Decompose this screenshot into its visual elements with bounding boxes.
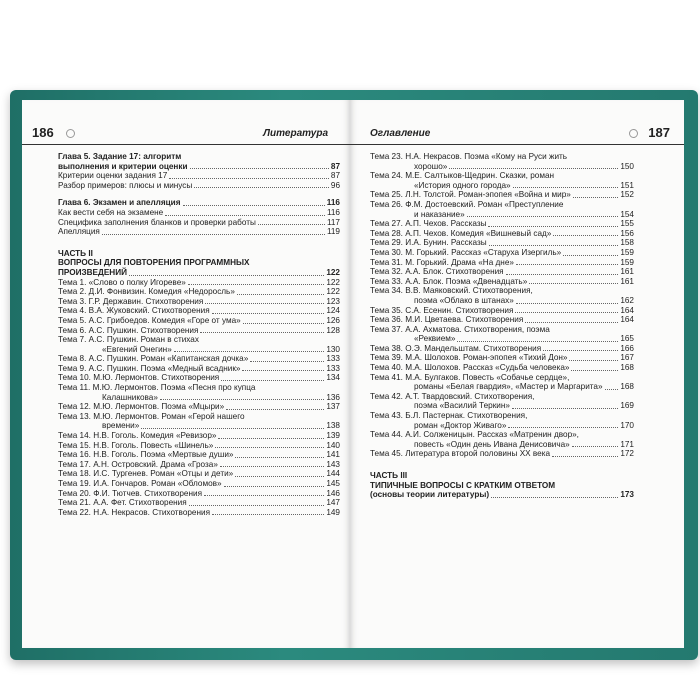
toc-leader-dots — [563, 255, 618, 256]
toc-right — [370, 152, 634, 500]
toc-entry-page: 170 — [620, 420, 634, 430]
toc-entry-page: 159 — [620, 247, 634, 257]
right-page — [350, 100, 684, 648]
toc-leader-dots — [543, 350, 618, 351]
toc-entry — [370, 490, 634, 500]
toc-entry-page: 143 — [326, 459, 340, 469]
toc-entry — [58, 227, 340, 237]
toc-entry — [370, 430, 634, 440]
toc-entry — [58, 306, 340, 316]
toc-leader-dots — [204, 495, 324, 496]
toc-leader-dots — [160, 399, 324, 400]
toc-entry — [58, 479, 340, 489]
toc-entry-title: Тема 24. М.Е. Салтыков-Щедрин. Сказки, роман — [370, 171, 555, 181]
toc-entry-page: 96 — [330, 180, 340, 190]
toc-entry — [370, 421, 634, 431]
toc-leader-dots — [489, 245, 619, 246]
toc-entry — [370, 440, 634, 450]
toc-leader-dots — [169, 178, 329, 179]
toc-entry-page: 122 — [326, 267, 340, 277]
toc-entry — [370, 190, 634, 200]
toc-entry-page: 122 — [326, 287, 340, 297]
toc-entry-title: Тема 12. М.Ю. Лермонтов. Поэма «Мцыри» — [58, 402, 225, 412]
toc-entry-title: Тема 31. М. Горький. Драма «На дне» — [370, 257, 514, 267]
toc-entry-title: Тема 10. М.Ю. Лермонтов. Стихотворения — [58, 373, 220, 383]
toc-entry — [370, 325, 634, 335]
toc-leader-dots — [183, 205, 325, 206]
toc-entry-title: Тема 36. М.И. Цветаева. Стихотворения — [370, 315, 524, 325]
toc-entry-title: Тема 20. Ф.И. Тютчев. Стихотворения — [58, 488, 203, 498]
toc-entry — [58, 316, 340, 326]
toc-entry-title: (основы теории литературы) — [370, 490, 490, 500]
toc-entry-title: Тема 7. А.С. Пушкин. Роман в стихах — [58, 335, 199, 345]
toc-leader-dots — [516, 264, 618, 265]
toc-entry-page: 172 — [620, 449, 634, 459]
toc-entry-page: 168 — [620, 382, 634, 392]
toc-entry-page: 116 — [326, 207, 340, 217]
toc-entry-page: 133 — [326, 363, 340, 373]
toc-entry — [58, 498, 340, 508]
toc-entry — [58, 171, 340, 181]
toc-leader-dots — [250, 361, 324, 362]
toc-entry-title: времени» — [102, 421, 140, 431]
toc-entry — [58, 278, 340, 288]
toc-leader-dots — [174, 351, 325, 352]
toc-entry — [370, 353, 634, 363]
toc-leader-dots — [569, 360, 618, 361]
toc-entry-title: Тема 32. А.А. Блок. Стихотворения — [370, 267, 504, 277]
toc-leader-dots — [200, 332, 324, 333]
toc-leader-dots — [226, 409, 324, 410]
toc-entry-title: Тема 14. Н.В. Гоголь. Комедия «Ревизор» — [58, 431, 217, 441]
toc-entry-title: Тема 3. Г.Р. Державин. Стихотворения — [58, 296, 204, 306]
toc-leader-dots — [218, 438, 324, 439]
toc-entry-title: Тема 19. И.А. Гончаров. Роман «Обломов» — [58, 479, 222, 488]
toc-entry — [58, 412, 340, 422]
toc-entry-page: 171 — [620, 439, 634, 449]
toc-leader-dots — [237, 294, 324, 295]
toc-entry — [370, 277, 634, 287]
toc-entry-title: Глава 5. Задание 17: алгоритм — [58, 152, 182, 161]
toc-entry-title: Тема 43. Б.Л. Пастернак. Стихотворения, — [370, 411, 528, 421]
toc-entry-title: «Реквием» — [414, 334, 456, 344]
toc-entry — [58, 297, 340, 307]
toc-entry-title: Тема 6. А.С. Пушкин. Стихотворения — [58, 325, 199, 335]
toc-entry-page: 139 — [326, 431, 340, 441]
toc-entry — [370, 200, 634, 210]
toc-entry-title: Тема 45. Литература второй половины XX века — [370, 449, 551, 459]
toc-entry-page: 165 — [620, 334, 634, 344]
toc-entry — [370, 363, 634, 373]
toc-entry-page: 164 — [620, 315, 634, 325]
toc-entry — [370, 471, 634, 481]
toc-entry-title: Апелляция — [58, 227, 100, 237]
toc-leader-dots — [235, 457, 324, 458]
toc-entry — [58, 508, 340, 518]
toc-leader-dots — [512, 408, 618, 409]
toc-entry-page: 162 — [620, 295, 634, 305]
toc-entry-page: 158 — [620, 238, 634, 248]
toc-entry-title: повесть «Один день Ивана Денисовича» — [414, 439, 570, 449]
toc-entry-title: Тема 13. М.Ю. Лермонтов. Роман «Герой нашего — [58, 411, 245, 421]
toc-entry-page: 161 — [620, 267, 634, 277]
toc-leader-dots — [188, 284, 325, 285]
toc-entry-title: и наказание» — [414, 209, 465, 219]
toc-leader-dots — [224, 486, 325, 487]
toc-entry — [58, 421, 340, 431]
toc-entry-page: 137 — [326, 402, 340, 412]
toc-entry — [58, 402, 340, 412]
toc-leader-dots — [572, 446, 619, 447]
toc-entry-title: Разбор примеров: плюсы и минусы — [58, 180, 193, 190]
toc-entry-title: Тема 25. Л.Н. Толстой. Роман-эпопея «Война и мир» — [370, 190, 571, 200]
toc-entry-title: Тема 39. М.А. Шолохов. Роман-эпопея «Тихий Дон» — [370, 353, 568, 363]
toc-leader-dots — [516, 303, 619, 304]
toc-entry-title: Глава 6. Экзамен и апелляция — [58, 198, 181, 208]
toc-leader-dots — [242, 370, 324, 371]
toc-entry-page: 124 — [326, 306, 340, 316]
toc-entry-page: 117 — [326, 217, 340, 227]
toc-entry — [58, 469, 340, 479]
toc-entry-page: 164 — [620, 305, 634, 315]
toc-leader-dots — [506, 274, 619, 275]
toc-entry-title: Тема 33. А.А. Блок. Поэма «Двенадцать» — [370, 276, 528, 286]
toc-entry — [58, 460, 340, 470]
toc-entry — [58, 326, 340, 336]
toc-entry — [370, 238, 634, 248]
toc-entry-page: 154 — [620, 209, 634, 219]
toc-leader-dots — [258, 224, 325, 225]
toc-leader-dots — [205, 303, 324, 304]
toc-leader-dots — [605, 389, 619, 390]
toc-entry-title: Тема 42. А.Т. Твардовский. Стихотворения, — [370, 391, 535, 401]
toc-entry-title: Тема 38. О.Э. Мандельштам. Стихотворения — [370, 343, 542, 353]
toc-leader-dots — [129, 275, 324, 276]
toc-entry — [58, 335, 340, 345]
toc-entry-title: Тема 28. А.П. Чехов. Комедия «Вишневый сад» — [370, 228, 552, 238]
toc-entry — [370, 267, 634, 277]
toc-entry-page: 159 — [620, 257, 634, 267]
toc-entry-page: 150 — [620, 161, 634, 171]
toc-leader-dots — [457, 341, 618, 342]
toc-entry-page: 156 — [620, 228, 634, 238]
toc-entry-title: Тема 1. «Слово о полку Игореве» — [58, 277, 186, 287]
toc-entry-title: Тема 44. А.И. Солженицын. Рассказ «Матренин двор», — [370, 430, 579, 440]
toc-entry-page: 144 — [326, 469, 340, 479]
toc-entry-title: Тема 23. Н.А. Некрасов. Поэма «Кому на Руси жить — [370, 152, 568, 161]
toc-entry-title: Калашникова» — [102, 392, 158, 402]
toc-entry-page: 151 — [620, 180, 634, 190]
toc-leader-dots — [141, 428, 324, 429]
right-page-number: 187 — [648, 125, 670, 140]
toc-entry-title: Тема 11. М.Ю. Лермонтов. Поэма «Песня про купца — [58, 383, 256, 393]
toc-entry — [58, 489, 340, 499]
toc-entry-page: 133 — [326, 354, 340, 364]
toc-entry-page: 128 — [326, 325, 340, 335]
toc-entry — [370, 229, 634, 239]
toc-entry — [58, 268, 340, 278]
toc-entry — [370, 286, 634, 296]
toc-entry — [58, 249, 340, 259]
toc-entry-page: 130 — [326, 344, 340, 354]
toc-entry-title: «Евгений Онегин» — [102, 344, 172, 354]
toc-entry-title: ТИПИЧНЫЕ ВОПРОСЫ С КРАТКИМ ОТВЕТОМ — [370, 480, 556, 490]
toc-leader-dots — [467, 216, 619, 217]
toc-entry-title: романы «Белая гвардия», «Мастер и Маргарита» — [414, 382, 603, 392]
toc-entry — [370, 373, 634, 383]
toc-entry-page: 149 — [326, 507, 340, 517]
toc-leader-dots — [508, 427, 618, 428]
toc-entry — [370, 449, 634, 459]
toc-entry — [58, 383, 340, 393]
toc-entry — [58, 450, 340, 460]
toc-entry-page: 126 — [326, 315, 340, 325]
toc-leader-dots — [553, 235, 618, 236]
toc-entry — [58, 218, 340, 228]
toc-leader-dots — [552, 456, 618, 457]
toc-entry-title: «История одного города» — [414, 180, 511, 190]
left-running-title: Литература — [263, 128, 328, 139]
toc-leader-dots — [165, 215, 325, 216]
toc-entry-page: 123 — [326, 296, 340, 306]
toc-entry — [58, 181, 340, 191]
toc-entry-title: ВОПРОСЫ ДЛЯ ПОВТОРЕНИЯ ПРОГРАММНЫХ — [58, 258, 250, 268]
toc-leader-dots — [513, 187, 619, 188]
toc-entry-page: 146 — [326, 488, 340, 498]
toc-entry — [370, 181, 634, 191]
toc-entry-title: Тема 16. Н.В. Гоголь. Поэма «Мертвые души» — [58, 450, 234, 460]
toc-entry — [370, 344, 634, 354]
toc-entry-page: 141 — [326, 450, 340, 460]
toc-leader-dots — [102, 234, 325, 235]
toc-leader-dots — [212, 514, 324, 515]
toc-entry-page: 116 — [326, 198, 340, 208]
toc-entry-page: 134 — [326, 373, 340, 383]
toc-leader-dots — [215, 447, 324, 448]
toc-entry-page: 136 — [326, 392, 340, 402]
toc-leader-dots — [525, 322, 618, 323]
toc-entry-title: Тема 5. А.С. Грибоедов. Комедия «Горе от ума» — [58, 315, 241, 325]
toc-entry — [370, 382, 634, 392]
toc-entry — [370, 219, 634, 229]
toc-entry-title: Тема 9. А.С. Пушкин. Поэма «Медный всадник» — [58, 363, 241, 373]
toc-entry-title: Тема 40. М.А. Шолохов. Рассказ «Судьба человека» — [370, 363, 570, 373]
toc-entry — [370, 392, 634, 402]
toc-entry-page: 161 — [620, 276, 634, 286]
toc-leader-dots — [194, 187, 329, 188]
toc-entry-title: Тема 26. Ф.М. Достоевский. Роман «Преступление — [370, 199, 564, 209]
toc-leader-dots — [529, 283, 618, 284]
toc-leader-dots — [220, 466, 324, 467]
toc-entry-page: 87 — [330, 161, 340, 171]
toc-entry — [370, 248, 634, 258]
toc-entry — [58, 208, 340, 218]
toc-entry-page: 140 — [326, 440, 340, 450]
toc-leader-dots — [190, 168, 329, 169]
toc-entry-title: Тема 15. Н.В. Гоголь. Повесть «Шинель» — [58, 440, 214, 450]
toc-entry-title: Тема 22. Н.А. Некрасов. Стихотворения — [58, 507, 211, 517]
toc-entry — [58, 345, 340, 355]
toc-entry-title: Тема 35. С.А. Есенин. Стихотворения — [370, 305, 514, 315]
toc-entry-page: 122 — [326, 277, 340, 287]
toc-entry — [58, 393, 340, 403]
toc-leader-dots — [235, 476, 324, 477]
toc-entry-title: хорошо» — [414, 161, 448, 171]
left-page-number: 186 — [32, 125, 54, 140]
toc-entry — [58, 258, 340, 268]
toc-entry-title: ЧАСТЬ II — [58, 248, 93, 258]
toc-entry-title: Тема 21. А.А. Фет. Стихотворения — [58, 498, 187, 508]
toc-leader-dots — [573, 197, 618, 198]
toc-entry-page: 138 — [326, 421, 340, 431]
toc-entry-page: 168 — [620, 363, 634, 373]
toc-entry — [58, 354, 340, 364]
toc-entry — [58, 364, 340, 374]
toc-entry — [370, 258, 634, 268]
toc-entry-title: поэма «Василий Теркин» — [414, 401, 510, 411]
circle-ornament-icon — [629, 129, 638, 138]
toc-entry — [58, 373, 340, 383]
toc-entry-title: Тема 29. И.А. Бунин. Рассказы — [370, 238, 487, 248]
toc-entry-page: 166 — [620, 343, 634, 353]
right-running-title: Оглавление — [370, 128, 431, 139]
toc-entry — [370, 162, 634, 172]
toc-entry — [58, 162, 340, 172]
toc-entry — [58, 198, 340, 208]
toc-leader-dots — [212, 313, 325, 314]
toc-entry — [370, 334, 634, 344]
toc-entry-title: Тема 17. А.Н. Островский. Драма «Гроза» — [58, 459, 218, 469]
toc-leader-dots — [571, 370, 618, 371]
toc-entry — [370, 171, 634, 181]
toc-entry-title: выполнения и критерии оценки — [58, 161, 188, 171]
toc-leader-dots — [243, 323, 325, 324]
toc-entry-title: Тема 41. М.А. Булгаков. Повесть «Собачье сердце», — [370, 372, 570, 382]
toc-entry — [370, 481, 634, 491]
toc-entry — [58, 441, 340, 451]
toc-entry — [370, 411, 634, 421]
toc-entry-title: Тема 18. И.С. Тургенев. Роман «Отцы и дети» — [58, 469, 234, 479]
left-running-head — [22, 125, 350, 145]
toc-left — [58, 152, 340, 517]
toc-entry-page: 173 — [620, 490, 634, 500]
toc-entry — [370, 296, 634, 306]
toc-entry — [370, 401, 634, 411]
left-page — [22, 100, 350, 648]
toc-entry — [370, 210, 634, 220]
toc-entry-title: Тема 27. А.П. Чехов. Рассказы — [370, 219, 487, 229]
toc-entry-title: Тема 4. В.А. Жуковский. Стихотворения — [58, 306, 210, 316]
toc-entry — [58, 431, 340, 441]
right-running-head — [350, 125, 684, 145]
toc-leader-dots — [449, 168, 618, 169]
toc-entry-page: 167 — [620, 353, 634, 363]
toc-entry-title: Тема 37. А.А. Ахматова. Стихотворения, поэма — [370, 324, 550, 334]
toc-entry-page: 147 — [326, 498, 340, 508]
toc-entry-page: 169 — [620, 401, 634, 411]
toc-entry-title: Тема 34. В.В. Маяковский. Стихотворения, — [370, 286, 533, 296]
toc-entry — [58, 287, 340, 297]
toc-entry-page: 152 — [620, 190, 634, 200]
toc-entry — [370, 315, 634, 325]
toc-entry-title: Как вести себя на экзамене — [58, 207, 164, 217]
toc-entry-title: Тема 8. А.С. Пушкин. Роман «Капитанская дочка» — [58, 354, 249, 364]
circle-ornament-icon — [66, 129, 75, 138]
toc-leader-dots — [189, 505, 325, 506]
toc-entry — [370, 306, 634, 316]
toc-entry-title: роман «Доктор Живаго» — [414, 420, 507, 430]
toc-entry — [370, 152, 634, 162]
toc-entry-page: 87 — [330, 171, 340, 181]
toc-entry-title: ПРОИЗВЕДЕНИЙ — [58, 267, 127, 277]
toc-leader-dots — [488, 226, 618, 227]
toc-entry-title: ЧАСТЬ III — [370, 471, 408, 480]
toc-entry-title: Тема 2. Д.И. Фонвизин. Комедия «Недоросль» — [58, 287, 235, 297]
toc-leader-dots — [515, 312, 618, 313]
toc-entry-page: 119 — [326, 227, 340, 237]
toc-entry-title: поэма «Облако в штанах» — [414, 295, 514, 305]
toc-entry-title: Тема 30. М. Горький. Рассказ «Старуха Изергиль» — [370, 247, 562, 257]
toc-entry-page: 155 — [620, 219, 634, 229]
toc-entry-title: Специфика заполнения бланков и проверки работы — [58, 217, 256, 227]
toc-entry — [58, 152, 340, 162]
toc-entry-page: 145 — [326, 479, 340, 488]
toc-entry-title: Критерии оценки задания 17 — [58, 171, 168, 181]
toc-leader-dots — [491, 497, 618, 498]
toc-leader-dots — [221, 380, 324, 381]
